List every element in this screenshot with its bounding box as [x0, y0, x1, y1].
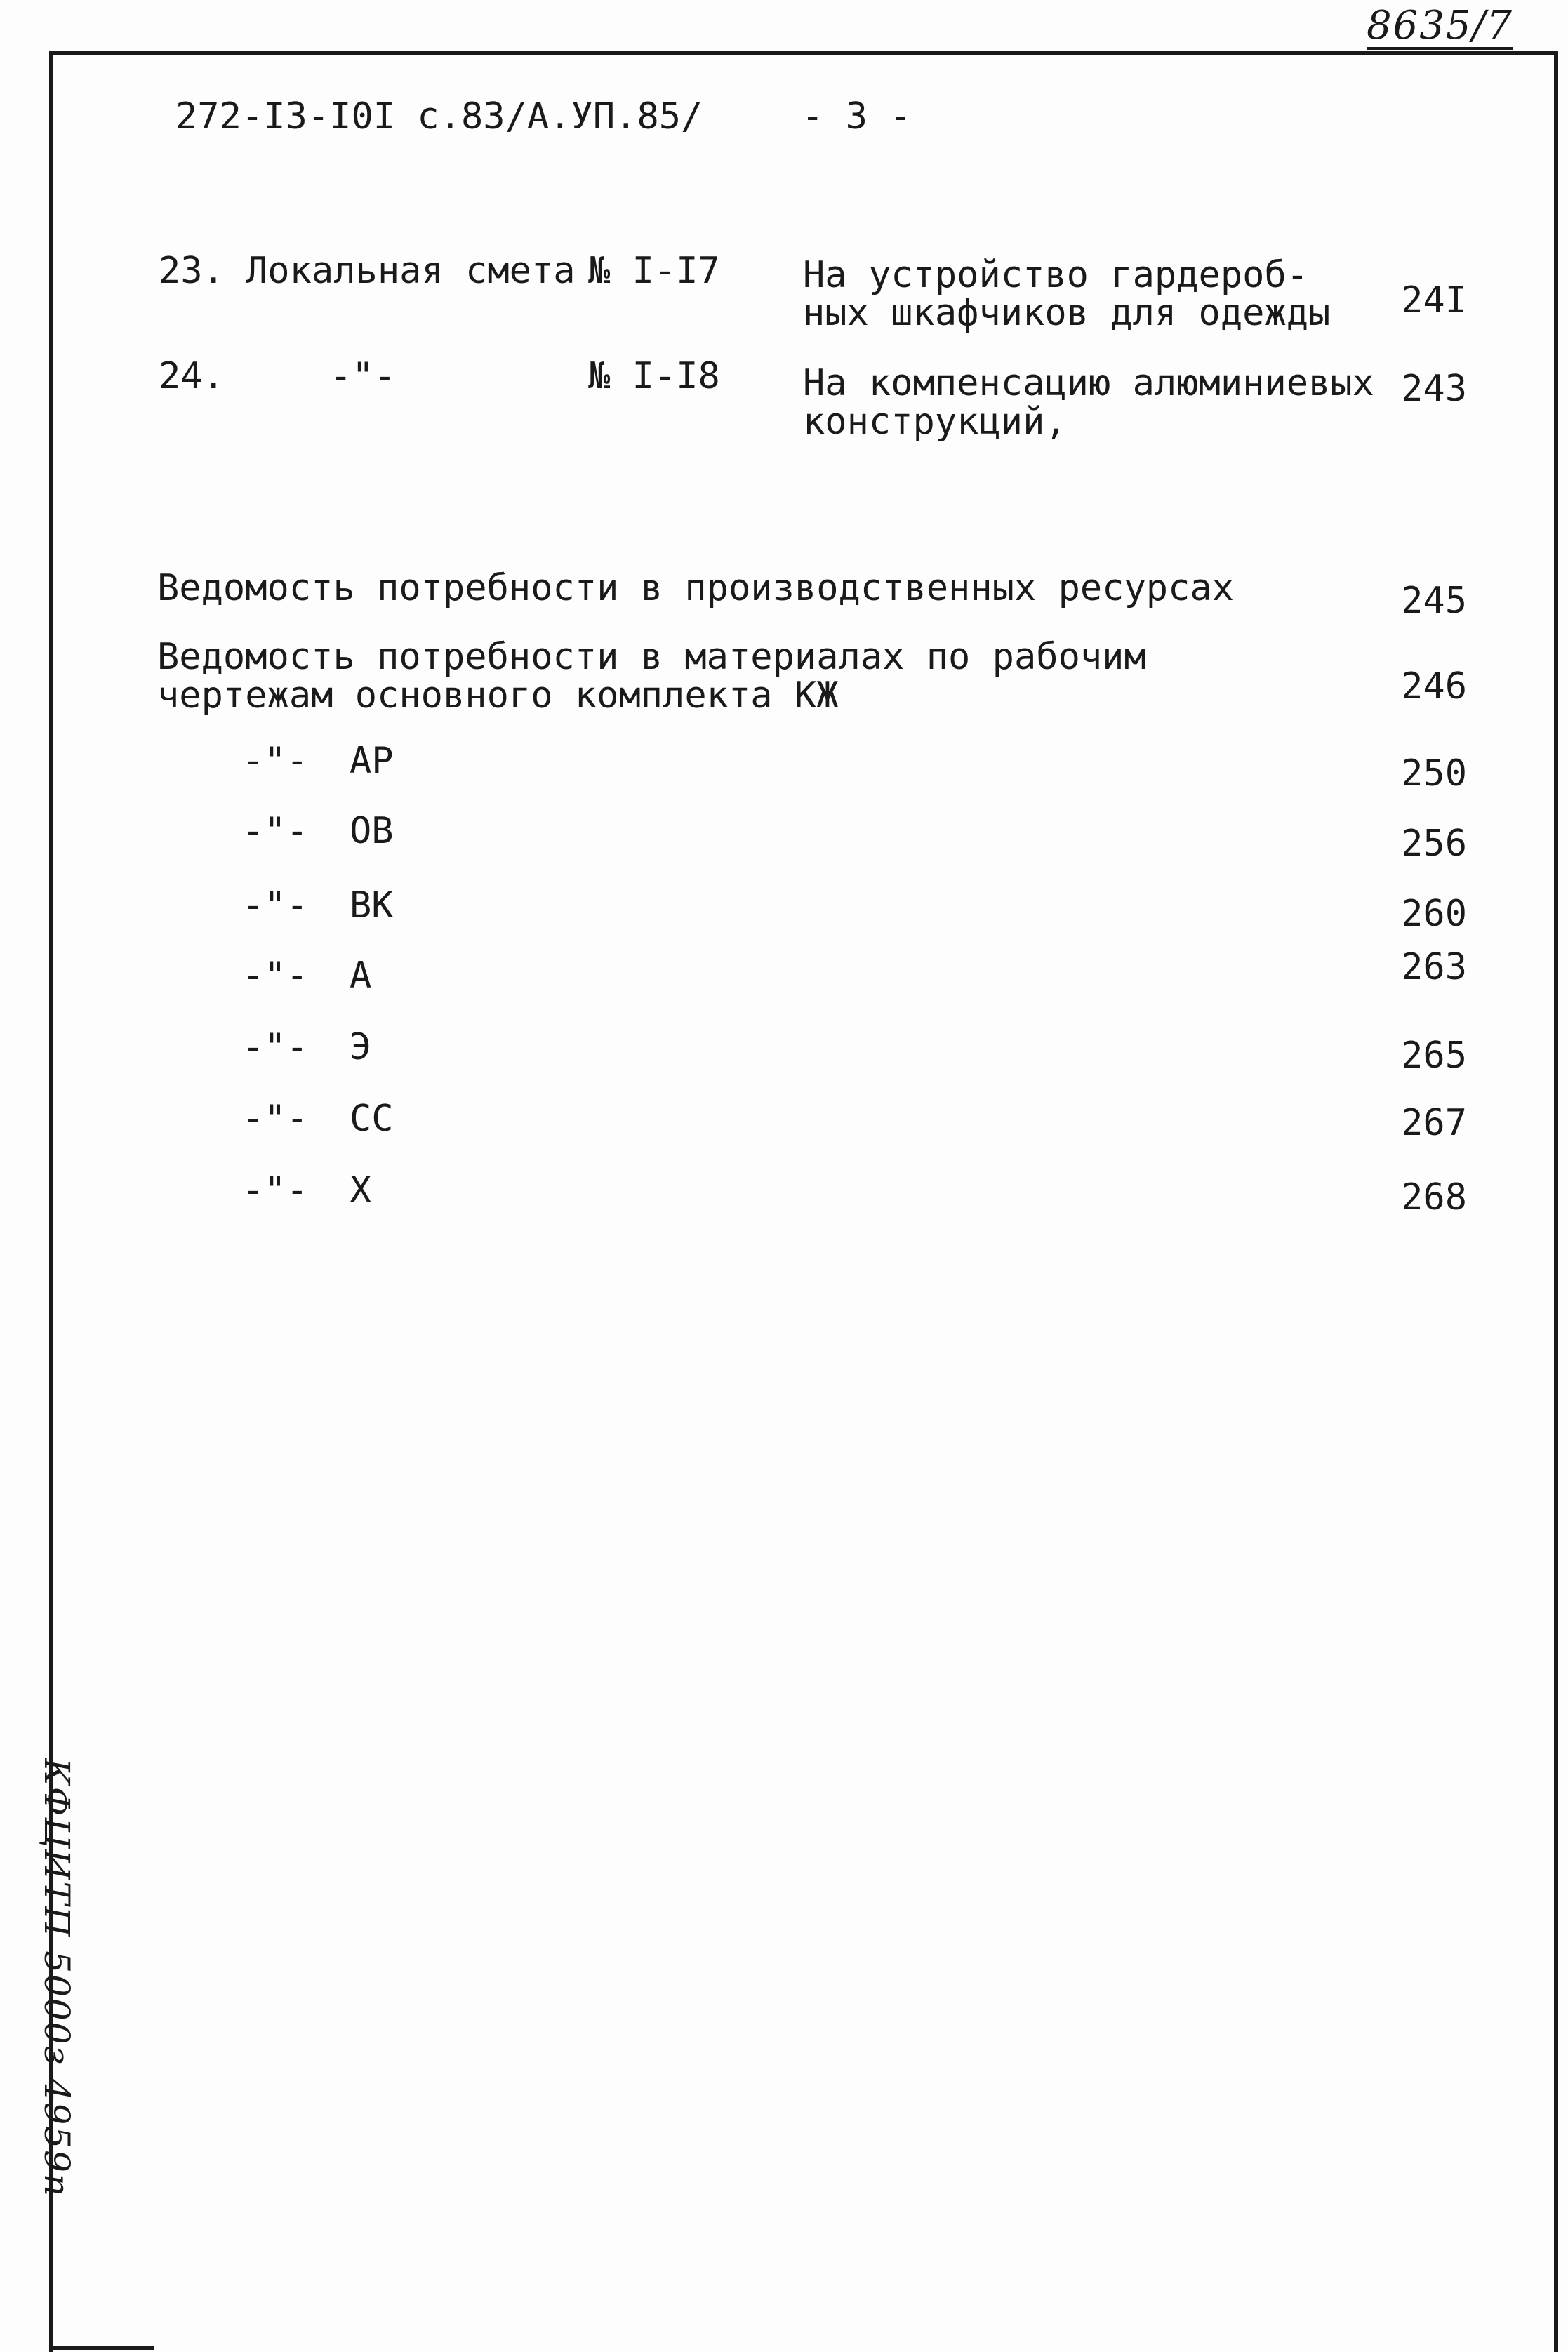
entry-code: № I-I8 [588, 355, 720, 397]
frame-right-line [1554, 51, 1558, 2352]
set-page: 263 [1401, 946, 1467, 988]
set-page: 268 [1401, 1176, 1467, 1218]
set-page: 260 [1401, 893, 1467, 935]
statement-line: Ведомость потребности в производственных ресурсах [157, 567, 1235, 609]
entry-title: Локальная смета [246, 250, 576, 292]
set-ditto: -"- [242, 955, 308, 997]
entry-page: 243 [1401, 368, 1467, 410]
set-name: А [350, 955, 372, 997]
doc-code: 272-I3-I0I с.83/А.УП.85/ [175, 95, 703, 138]
entry-number: 23. [159, 250, 225, 292]
statement-line: Ведомость потребности в материалах по рабочим [157, 636, 1146, 678]
page-label: - 3 - [802, 95, 912, 138]
set-page: 265 [1401, 1035, 1467, 1077]
entry-description-line2: конструкций, [803, 401, 1067, 443]
statement-line: чертежам основного комплекта КЖ [157, 675, 839, 717]
set-ditto: -"- [242, 740, 308, 782]
set-page: 250 [1401, 752, 1467, 795]
set-name: Э [350, 1026, 372, 1068]
frame-top-line [49, 51, 1558, 55]
set-name: ВК [350, 884, 394, 926]
set-ditto: -"- [242, 1026, 308, 1068]
set-name: АР [350, 740, 394, 782]
set-name: СС [350, 1098, 394, 1140]
archive-stamp: КФЦИТП 5000з 4959п [36, 1758, 77, 2198]
statement-page: 246 [1401, 665, 1467, 707]
frame-bottom-stub [49, 2346, 154, 2350]
entry-number: 24. [159, 355, 225, 397]
set-ditto: -"- [242, 884, 308, 926]
statement-page: 245 [1401, 580, 1467, 622]
entry-page: 24I [1401, 279, 1467, 321]
entry-description-line1: На устройство гардероб- [803, 254, 1309, 296]
entry-description-line1: На компенсацию алюминиевых [803, 362, 1374, 404]
entry-title: -"- [330, 355, 396, 397]
set-ditto: -"- [242, 810, 308, 852]
entry-description-line2: ных шкафчиков для одежды [803, 292, 1331, 334]
set-page: 256 [1401, 823, 1467, 865]
reference-number: 8635/7 [1366, 3, 1513, 48]
set-ditto: -"- [242, 1098, 308, 1140]
entry-code: № I-I7 [588, 250, 720, 292]
set-name: Х [350, 1169, 372, 1211]
set-page: 267 [1401, 1102, 1467, 1144]
set-name: ОВ [350, 810, 394, 852]
set-ditto: -"- [242, 1169, 308, 1211]
